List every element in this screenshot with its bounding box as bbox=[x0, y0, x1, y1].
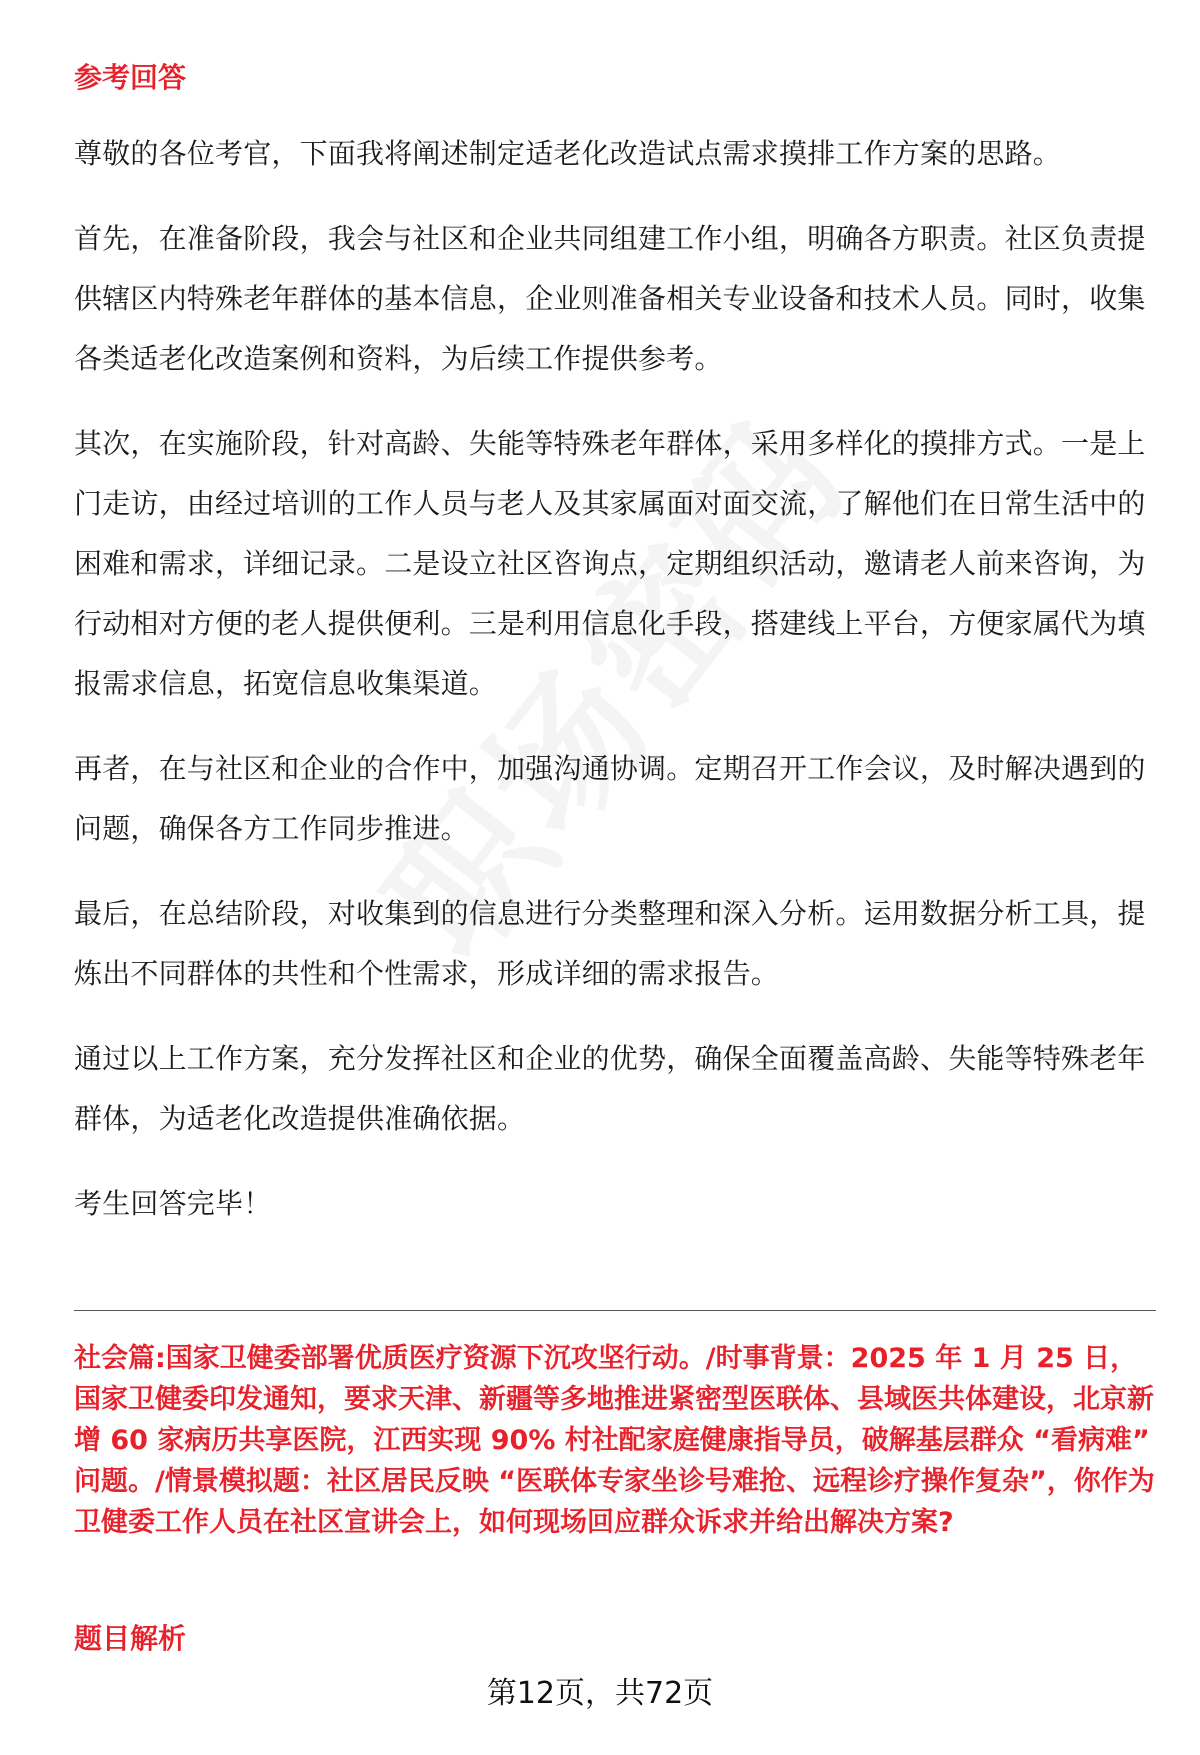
answer-section bbox=[74, 56, 1154, 1259]
paragraph-closing: 考生回答完毕！ bbox=[74, 1187, 272, 1220]
paragraph-final: 最后，在总结阶段，对收集到的信息进行分类整理和深入分析。运用数据分析工具，提炼出不同群体的共性和个性需求，形成详细的需求报告。 bbox=[74, 897, 1146, 990]
paragraph-first: 首先，在准备阶段，我会与社区和企业共同组建工作小组，明确各方职责。社区负责提供辖区内特殊老年群体的基本信息，企业则准备相关专业设备和技术人员。同时，收集各类适老化改造案例和资料，为后续工作提供参考。 bbox=[74, 222, 1146, 375]
paragraph-second: 其次，在实施阶段，针对高龄、失能等特殊老年群体，采用多样化的摸排方式。一是上门走访，由经过培训的工作人员与老人及其家属面对面交流，了解他们在日常生活中的困难和需求，详细记录。二是设立社区咨询点，定期组织活动，邀请老人前来咨询，为行动相对方便的老人提供便利。三是利用信息化手段，搭建线上平台，方便家属代为填报需求信息，拓宽信息收集渠道。 bbox=[74, 427, 1146, 700]
paragraph-summary: 通过以上工作方案，充分发挥社区和企业的优势，确保全面覆盖高龄、失能等特殊老年群体，为适老化改造提供准确依据。 bbox=[74, 1042, 1146, 1135]
answer-heading: 参考回答 bbox=[74, 61, 187, 94]
analysis-heading: 题目解析 bbox=[74, 1622, 187, 1655]
paragraph-intro: 尊敬的各位考官，下面我将阐述制定适老化改造试点需求摸排工作方案的思路。 bbox=[74, 137, 1062, 170]
section-divider bbox=[74, 1310, 1156, 1311]
paragraph-third: 再者，在与社区和企业的合作中，加强沟通协调。定期召开工作会议，及时解决遇到的问题，确保各方工作同步推进。 bbox=[74, 752, 1146, 845]
next-question-text: 社会篇:国家卫健委部署优质医疗资源下沉攻坚行动。/时事背景：2025 年 1 月 25 日，国家卫健委印发通知，要求天津、新疆等多地推进紧密型医联体、县域医共体建设，北京新增 60 家病历共享医院，江西实现 90% 村社配家庭健康指导员，破解基层群众 “看病难” 问题。/情景模拟题：社区居民反映 “医联体专家坐诊号难抢、远程诊疗操作复杂”，你作为卫健委工作人员在社区宣讲会上，如何现场回应群众诉求并给出解决方案? bbox=[74, 1343, 1155, 1538]
page-number-footer: 第12页，共72页 bbox=[486, 1676, 714, 1711]
